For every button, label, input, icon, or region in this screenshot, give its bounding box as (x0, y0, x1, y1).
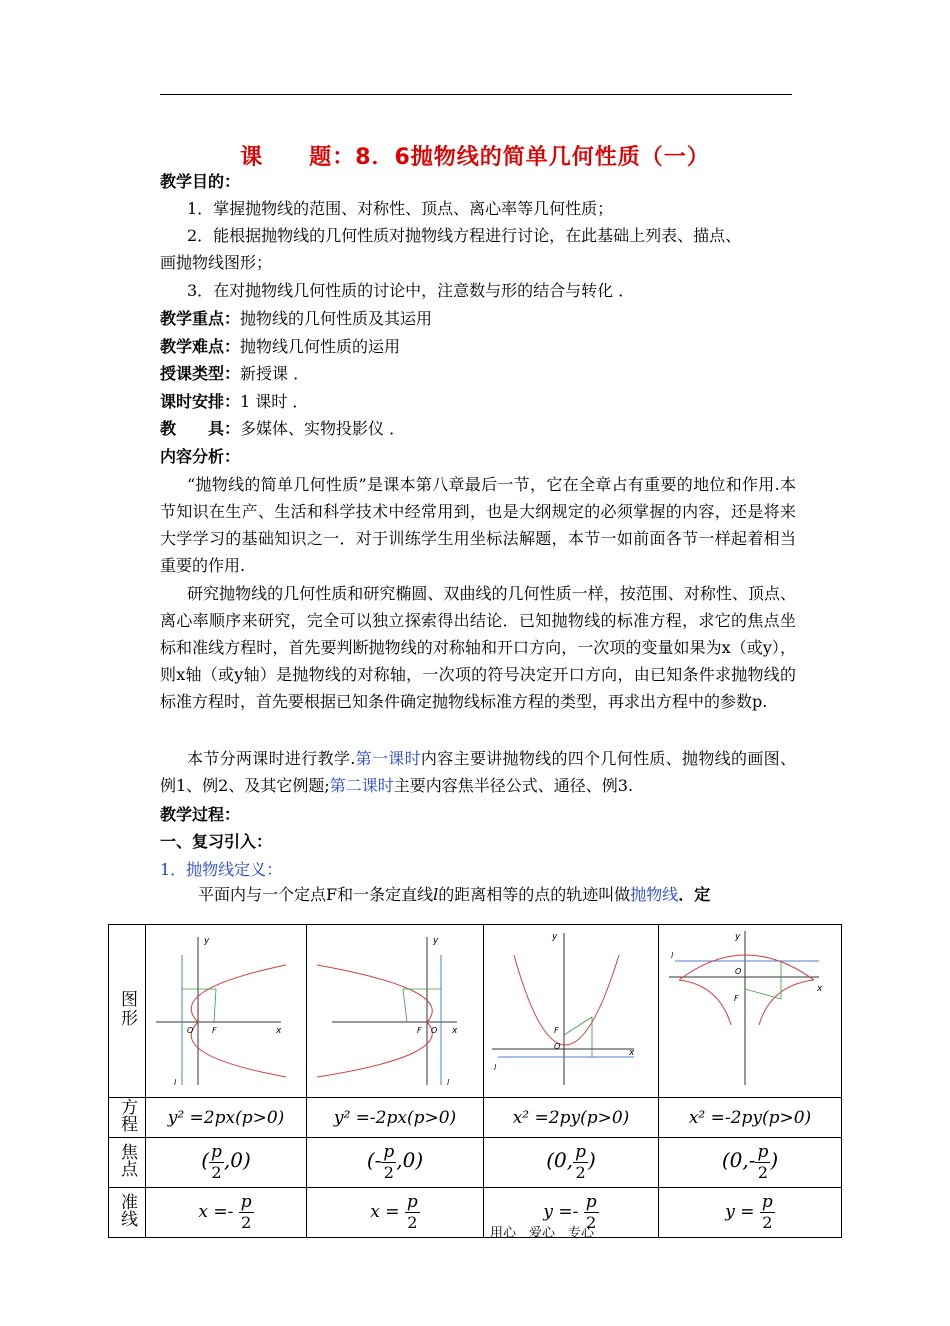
parabola-curve (191, 965, 286, 1077)
objective-item: 1．掌握抛物线的范围、对称性、顶点、离心率等几何性质； (187, 199, 614, 218)
equation-cell: y² =2px(p>0) (146, 1098, 307, 1138)
numerator: p (240, 1192, 252, 1212)
y-label: y (735, 932, 741, 942)
directrix-cell (146, 1188, 307, 1238)
directrix-lhs: x = (370, 1202, 400, 1222)
x-label: x (452, 1026, 458, 1036)
equation-label: 方程 (117, 1098, 137, 1132)
directrix-cell (307, 1188, 484, 1238)
objective-item: 画抛物线图形； (160, 253, 273, 272)
graph-label: 图形 (117, 989, 137, 1028)
p3-text: 主要内容焦半径公式、通径、例3. (393, 776, 634, 795)
focus-pre: (- (366, 1148, 382, 1172)
denominator: 2 (757, 1163, 768, 1182)
analysis-paragraph-1: “抛物线的简单几何性质”是课本第八章最后一节，它在全章占有重要的地位和作用.本节知识在生产、生活和科学技术中经常用到，也是大纲规定的必须掌握的内容，还是将来大学学习的基础知识之一．对于训练学生用坐标法解题，本节一如前面各节一样起着相当重要的作用. (160, 475, 796, 575)
graph-1-svg (146, 925, 306, 1093)
graph-3-svg (484, 925, 658, 1093)
numerator: p (761, 1192, 773, 1212)
fraction (573, 1143, 588, 1182)
analysis-heading: 内容分析： (160, 447, 241, 466)
focus-cell (146, 1138, 307, 1188)
l-label: l (671, 951, 674, 960)
objective-item: 3．在对抛物线几何性质的讨论中，注意数与形的结合与转化 ． (187, 281, 635, 300)
info-label: 课时安排： (160, 392, 241, 411)
x-label: x (276, 1026, 282, 1036)
graph-right-open (146, 925, 307, 1098)
fraction (755, 1143, 770, 1182)
distance-segments (564, 1017, 592, 1057)
parabola-right-branch (759, 980, 814, 1025)
focus-label: F (417, 1026, 422, 1035)
process-heading: 教学过程： (160, 805, 241, 824)
distance-segments (745, 961, 781, 999)
focus-label: F (554, 1026, 559, 1035)
directrix-lhs: y = (725, 1202, 755, 1222)
denominator: 2 (211, 1163, 222, 1182)
y-label: y (204, 936, 210, 946)
graph-up-open (484, 925, 659, 1098)
focus-pre: (0,- (721, 1148, 756, 1172)
graph-down-open (659, 925, 842, 1098)
x-label: x (629, 1048, 635, 1058)
link-second-lesson[interactable]: 第二课时 (329, 776, 394, 795)
info-value: 多媒体、实物投影仪 ． (240, 419, 406, 438)
directrix-row-label: 准线 (117, 1193, 137, 1227)
parabola-curve (317, 965, 432, 1077)
row-label-equation (109, 1098, 146, 1138)
denominator: 2 (241, 1213, 252, 1232)
info-label: 授课类型： (160, 364, 241, 383)
equation-cell: y² =-2px(p>0) (307, 1098, 484, 1138)
info-value: 新授课 ． (240, 364, 310, 383)
parabola-left-branch (679, 980, 731, 1025)
denominator: 2 (762, 1213, 773, 1232)
numerator: p (585, 1192, 597, 1212)
def-text: 的距离相等的点的轨迹叫做 (438, 885, 631, 904)
equation-cell: x² =-2py(p>0) (659, 1098, 842, 1138)
info-row (160, 364, 309, 384)
denominator: 2 (383, 1163, 394, 1182)
info-row (160, 309, 432, 329)
header-rule (160, 94, 792, 95)
p3-text: 本节分两课时进行教学. (187, 749, 356, 768)
info-label: 教学重点： (160, 309, 241, 328)
focus-post: ,0) (223, 1148, 251, 1172)
focus-post: ) (587, 1148, 596, 1172)
graph-2-svg (307, 925, 483, 1093)
l-label: l (494, 1063, 497, 1072)
page-footer: 用心 爱心 专心 (490, 1226, 595, 1241)
x-label: x (817, 984, 823, 994)
info-value: 1 课时 ． (240, 392, 309, 411)
numerator: p (757, 1142, 769, 1162)
def-line-l: l (433, 885, 439, 904)
info-row (160, 392, 308, 412)
p3-text: 内容主要讲抛物线的四个几何性质、抛物线的画图、例1、例2、及其它例题; (160, 749, 796, 795)
numerator: p (575, 1142, 586, 1162)
info-label: 教 具： (160, 419, 241, 438)
focus-cell (659, 1138, 842, 1188)
analysis-paragraph-2: 研究抛物线的几何性质和研究椭圆、双曲线的几何性质一样，按范围、对称性、顶点、离心率顺序来研究，完全可以独立探索得出结论．已知抛物线的标准方程，求它的焦点坐标和准线方程时，首先要判断抛物线的对称轴和开口方向，一次项的变量如果为x（或y），则x轴（或y轴）是抛物线的对称轴，一次项的符号决定开口方向，由已知条件求抛物线的标准方程时，首先要根据已知条件确定抛物线标准方程的类型，再求出方程中的参数p. (160, 584, 796, 711)
focus-row-label: 焦点 (117, 1143, 137, 1177)
distance-segments (403, 989, 441, 1022)
parabola-curve (514, 955, 619, 1045)
focus-post: ) (770, 1148, 779, 1172)
definition-text (198, 885, 710, 905)
objectives-heading: 教学目的： (160, 172, 241, 191)
graph-4-svg (659, 925, 841, 1093)
denominator: 2 (407, 1213, 418, 1232)
origin-label: O (431, 1026, 438, 1035)
fraction (760, 1193, 775, 1232)
directrix-cell (659, 1188, 842, 1238)
distance-segments (182, 989, 216, 1022)
directrix-lhs: x =- (198, 1202, 234, 1222)
l-label: l (447, 1078, 450, 1087)
y-label: y (433, 936, 439, 946)
def-text: ．定 (678, 885, 711, 904)
equation-cell: x² =2py(p>0) (484, 1098, 659, 1138)
info-label: 教学难点： (160, 337, 241, 356)
row-label-focus (109, 1138, 146, 1188)
objective-item: 2．能根据抛物线的几何性质对抛物线方程进行讨论，在此基础上列表、描点、 (187, 226, 742, 245)
item-parabola-definition: 1．抛物线定义： (160, 860, 283, 879)
info-value: 抛物线几何性质的运用 (240, 337, 401, 356)
info-value: 抛物线的几何性质及其运用 (240, 309, 433, 328)
link-parabola[interactable]: 抛物线 (630, 885, 679, 904)
focus-cell (307, 1138, 484, 1188)
section-review: 一、复习引入： (160, 832, 273, 851)
y-label: y (552, 932, 558, 942)
focus-post: ,0) (396, 1148, 424, 1172)
focus-pre: (0, (546, 1148, 574, 1172)
analysis-paragraph-3 (160, 745, 796, 799)
info-row (160, 419, 405, 439)
fraction (239, 1193, 254, 1232)
l-label: l (174, 1078, 177, 1087)
fraction (381, 1143, 396, 1182)
denominator: 2 (586, 1213, 597, 1232)
directrix-lhs: y =- (543, 1202, 579, 1222)
link-first-lesson[interactable]: 第一课时 (355, 749, 421, 768)
fraction (405, 1193, 420, 1232)
focus-label: F (734, 994, 739, 1003)
title-text: 题：8．6抛物线的简单几何性质（一） (309, 145, 710, 170)
page-title (0, 140, 950, 171)
row-label-graph (109, 925, 146, 1098)
parabola-curve (679, 955, 814, 980)
fraction (209, 1143, 224, 1182)
graph-left-open (307, 925, 484, 1098)
origin-label: O (554, 1042, 561, 1051)
parabola-table (108, 924, 842, 1238)
focus-cell (484, 1138, 659, 1188)
numerator: p (383, 1142, 395, 1162)
info-row (160, 337, 400, 357)
title-label: 课 (240, 145, 264, 170)
numerator: p (211, 1142, 222, 1162)
row-label-directrix (109, 1188, 146, 1238)
def-text: 平面内与一个定点F和一条定直线 (198, 885, 434, 904)
focus-pre: ( (201, 1148, 210, 1172)
numerator: p (406, 1192, 418, 1212)
origin-label: O (187, 1026, 194, 1035)
origin-label: O (735, 967, 742, 976)
denominator: 2 (575, 1163, 586, 1182)
focus-label: F (212, 1026, 217, 1035)
